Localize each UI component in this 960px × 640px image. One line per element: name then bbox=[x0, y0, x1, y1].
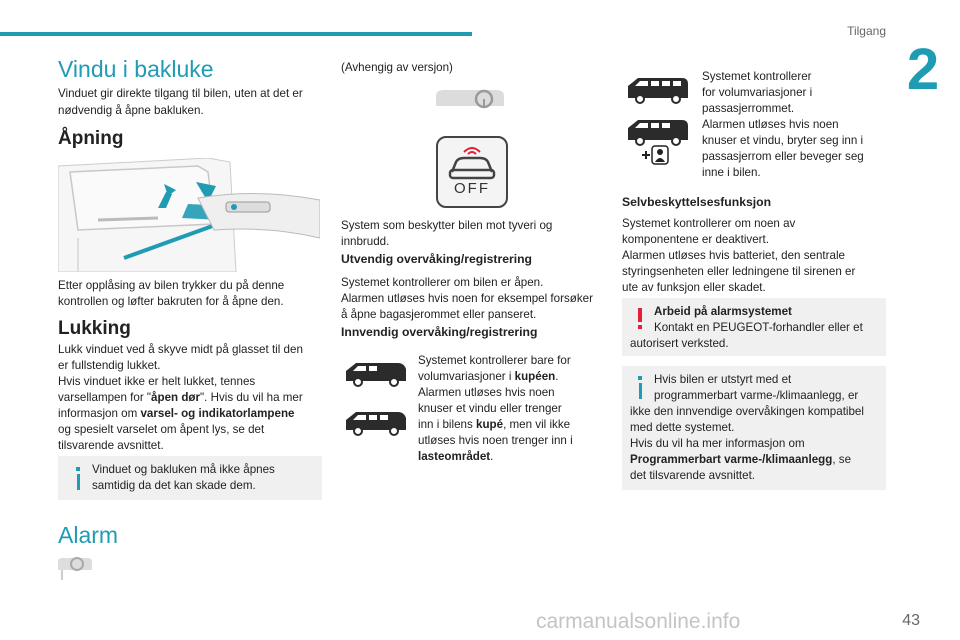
pass-6: passasjerrom eller beveger seg bbox=[702, 150, 864, 163]
int-5b: kupé bbox=[476, 418, 504, 431]
page-number: 43 bbox=[902, 612, 920, 629]
watermark: carmanualsonline.info bbox=[536, 610, 741, 633]
closing-l6: og spesielt varselet om åpent lys, se det bbox=[58, 423, 265, 436]
int-7a: lasteområdet bbox=[418, 450, 491, 463]
van-passenger-icon bbox=[626, 76, 690, 109]
pass-3: passasjerrommet. bbox=[702, 102, 795, 115]
int-1: Systemet kontrollerer bare for bbox=[418, 354, 571, 367]
header-bar bbox=[0, 32, 472, 36]
pass-2: for volumvariasjoner i bbox=[702, 86, 813, 99]
rear-window-drawing bbox=[58, 158, 320, 272]
alarm-steering-icon bbox=[58, 556, 92, 587]
closing-l3: Hvis vinduet ikke er helt lukket, tennes bbox=[58, 375, 256, 388]
int-4: knuser et vindu eller trenger bbox=[418, 402, 562, 415]
heading-exterior: Utvendig overvåking/registrering bbox=[341, 252, 532, 266]
info-window-1: Vinduet og bakluken må ikke åpnes bbox=[92, 463, 275, 476]
system-1: System som beskytter bilen mot tyveri og bbox=[341, 219, 553, 232]
heading-opening: Åpning bbox=[58, 128, 124, 149]
warning-icon-dot bbox=[638, 325, 642, 329]
heading-closing: Lukking bbox=[58, 318, 131, 339]
off-label: OFF bbox=[454, 180, 490, 197]
closing-l2: er fullstendig lukket. bbox=[58, 359, 161, 372]
closing-l5b: varsel- og indikatorlampene bbox=[140, 407, 295, 420]
int-7b: . bbox=[490, 450, 494, 463]
warning-title: Arbeid på alarmsystemet bbox=[654, 305, 792, 318]
info-heater-1: Hvis bilen er utstyrt med et bbox=[654, 373, 792, 386]
info-heater-6b: , se bbox=[832, 453, 852, 466]
system-2: innbrudd. bbox=[341, 235, 390, 248]
int-5c: , men vil ikke bbox=[503, 418, 571, 431]
version-note: (Avhengig av versjon) bbox=[341, 61, 453, 74]
warning-icon bbox=[638, 308, 642, 322]
alarm-off-button[interactable] bbox=[436, 136, 508, 208]
int-2c: . bbox=[555, 370, 559, 383]
pass-5: knuser et vindu, bryter seg inn i bbox=[702, 134, 864, 147]
info-heater-7: det tilsvarende avsnittet. bbox=[630, 469, 756, 482]
info-heater-3: ikke den innvendige overvåkingen kompatibel bbox=[630, 405, 864, 418]
info-icon-dot bbox=[76, 467, 80, 471]
warning-2: autorisert verksted. bbox=[630, 337, 729, 350]
heading-alarm: Alarm bbox=[58, 522, 119, 548]
warning-box bbox=[622, 298, 886, 356]
info-heater-5: Hvis du vil ha mer informasjon om bbox=[630, 437, 805, 450]
self-4: styringsenheten eller ledningene til sirenen er bbox=[622, 265, 856, 278]
heading-self-protection: Selvbeskyttelsesfunksjon bbox=[622, 195, 772, 209]
van-cargo-icon bbox=[344, 410, 408, 441]
rear-window-illustration bbox=[58, 158, 320, 272]
info-heater-4: med dette systemet. bbox=[630, 421, 735, 434]
self-1: Systemet kontrollerer om noen av bbox=[622, 217, 796, 230]
info-box-window bbox=[58, 456, 322, 500]
closing-l4c: ". Hvis du vil ha mer bbox=[200, 391, 303, 404]
self-5: ute av funksjon eller skadet. bbox=[622, 281, 766, 294]
warning-1: Kontakt en PEUGEOT-forhandler eller et bbox=[654, 321, 863, 334]
int-2b: kupéen bbox=[514, 370, 556, 383]
self-2: komponentene er deaktivert. bbox=[622, 233, 769, 246]
chapter-number: 2 bbox=[906, 37, 940, 102]
passenger-add-icon bbox=[640, 144, 670, 171]
pass-4: Alarmen utløses hvis noen bbox=[702, 118, 839, 131]
info-heater-2: programmerbart varme-/klimaanlegg, er bbox=[654, 389, 859, 402]
closing-l4b: åpen dør bbox=[151, 391, 201, 404]
info-icon-dot-2 bbox=[638, 376, 642, 380]
section-name: Tilgang bbox=[847, 24, 886, 38]
heading-interior: Innvendig overvåking/registrering bbox=[341, 325, 538, 339]
int-7 bbox=[418, 449, 493, 466]
ext-2: Alarmen utløses hvis noen for eksempel forsøker bbox=[341, 292, 593, 305]
ext-1: Systemet kontrollerer om bilen er åpen. bbox=[341, 276, 544, 289]
steering-wheel-icon bbox=[436, 86, 504, 121]
int-5a: inn i bilens bbox=[418, 418, 477, 431]
closing-l7: tilsvarende avsnittet. bbox=[58, 439, 164, 452]
van-cabin-icon bbox=[344, 361, 408, 392]
info-box-heater bbox=[622, 366, 886, 490]
int-3: Alarmen utløses hvis noen bbox=[418, 386, 555, 399]
closing-l5 bbox=[58, 406, 294, 423]
opening-text-2: kontrollen og løfter bakruten for å åpne den. bbox=[58, 295, 284, 308]
ext-3: å åpne bagasjerommet eller panseret. bbox=[341, 308, 537, 321]
info-heater-6a: Programmerbart varme-/klimaanlegg bbox=[630, 453, 833, 466]
pass-7: inne i bilen. bbox=[702, 166, 761, 179]
title-vindu: Vindu i bakluke bbox=[58, 56, 214, 82]
self-3: Alarmen utløses hvis batteriet, den sentrale bbox=[622, 249, 845, 262]
int-6: utløses hvis noen trenger inn i bbox=[418, 434, 573, 447]
int-2a: volumvariasjoner i bbox=[418, 370, 515, 383]
info-window-2: samtidig da det kan skade dem. bbox=[92, 479, 256, 492]
closing-l4a: varsellampen for " bbox=[58, 391, 152, 404]
int-5 bbox=[418, 417, 570, 434]
pass-1: Systemet kontrollerer bbox=[702, 70, 812, 83]
closing-l4 bbox=[58, 390, 303, 407]
info-heater-6 bbox=[630, 452, 851, 469]
info-icon-2 bbox=[639, 383, 642, 399]
closing-l1: Lukk vinduet ved å skyve midt på glasset til den bbox=[58, 343, 303, 356]
closing-l5a: informasjon om bbox=[58, 407, 141, 420]
opening-text-1: Etter opplåsing av bilen trykker du på denne bbox=[58, 279, 285, 292]
info-icon bbox=[77, 474, 80, 490]
int-2 bbox=[418, 369, 558, 386]
intro-text: Vinduet gir direkte tilgang til bilen, uten at det er nødvendig å åpne bakluken. bbox=[58, 87, 303, 117]
